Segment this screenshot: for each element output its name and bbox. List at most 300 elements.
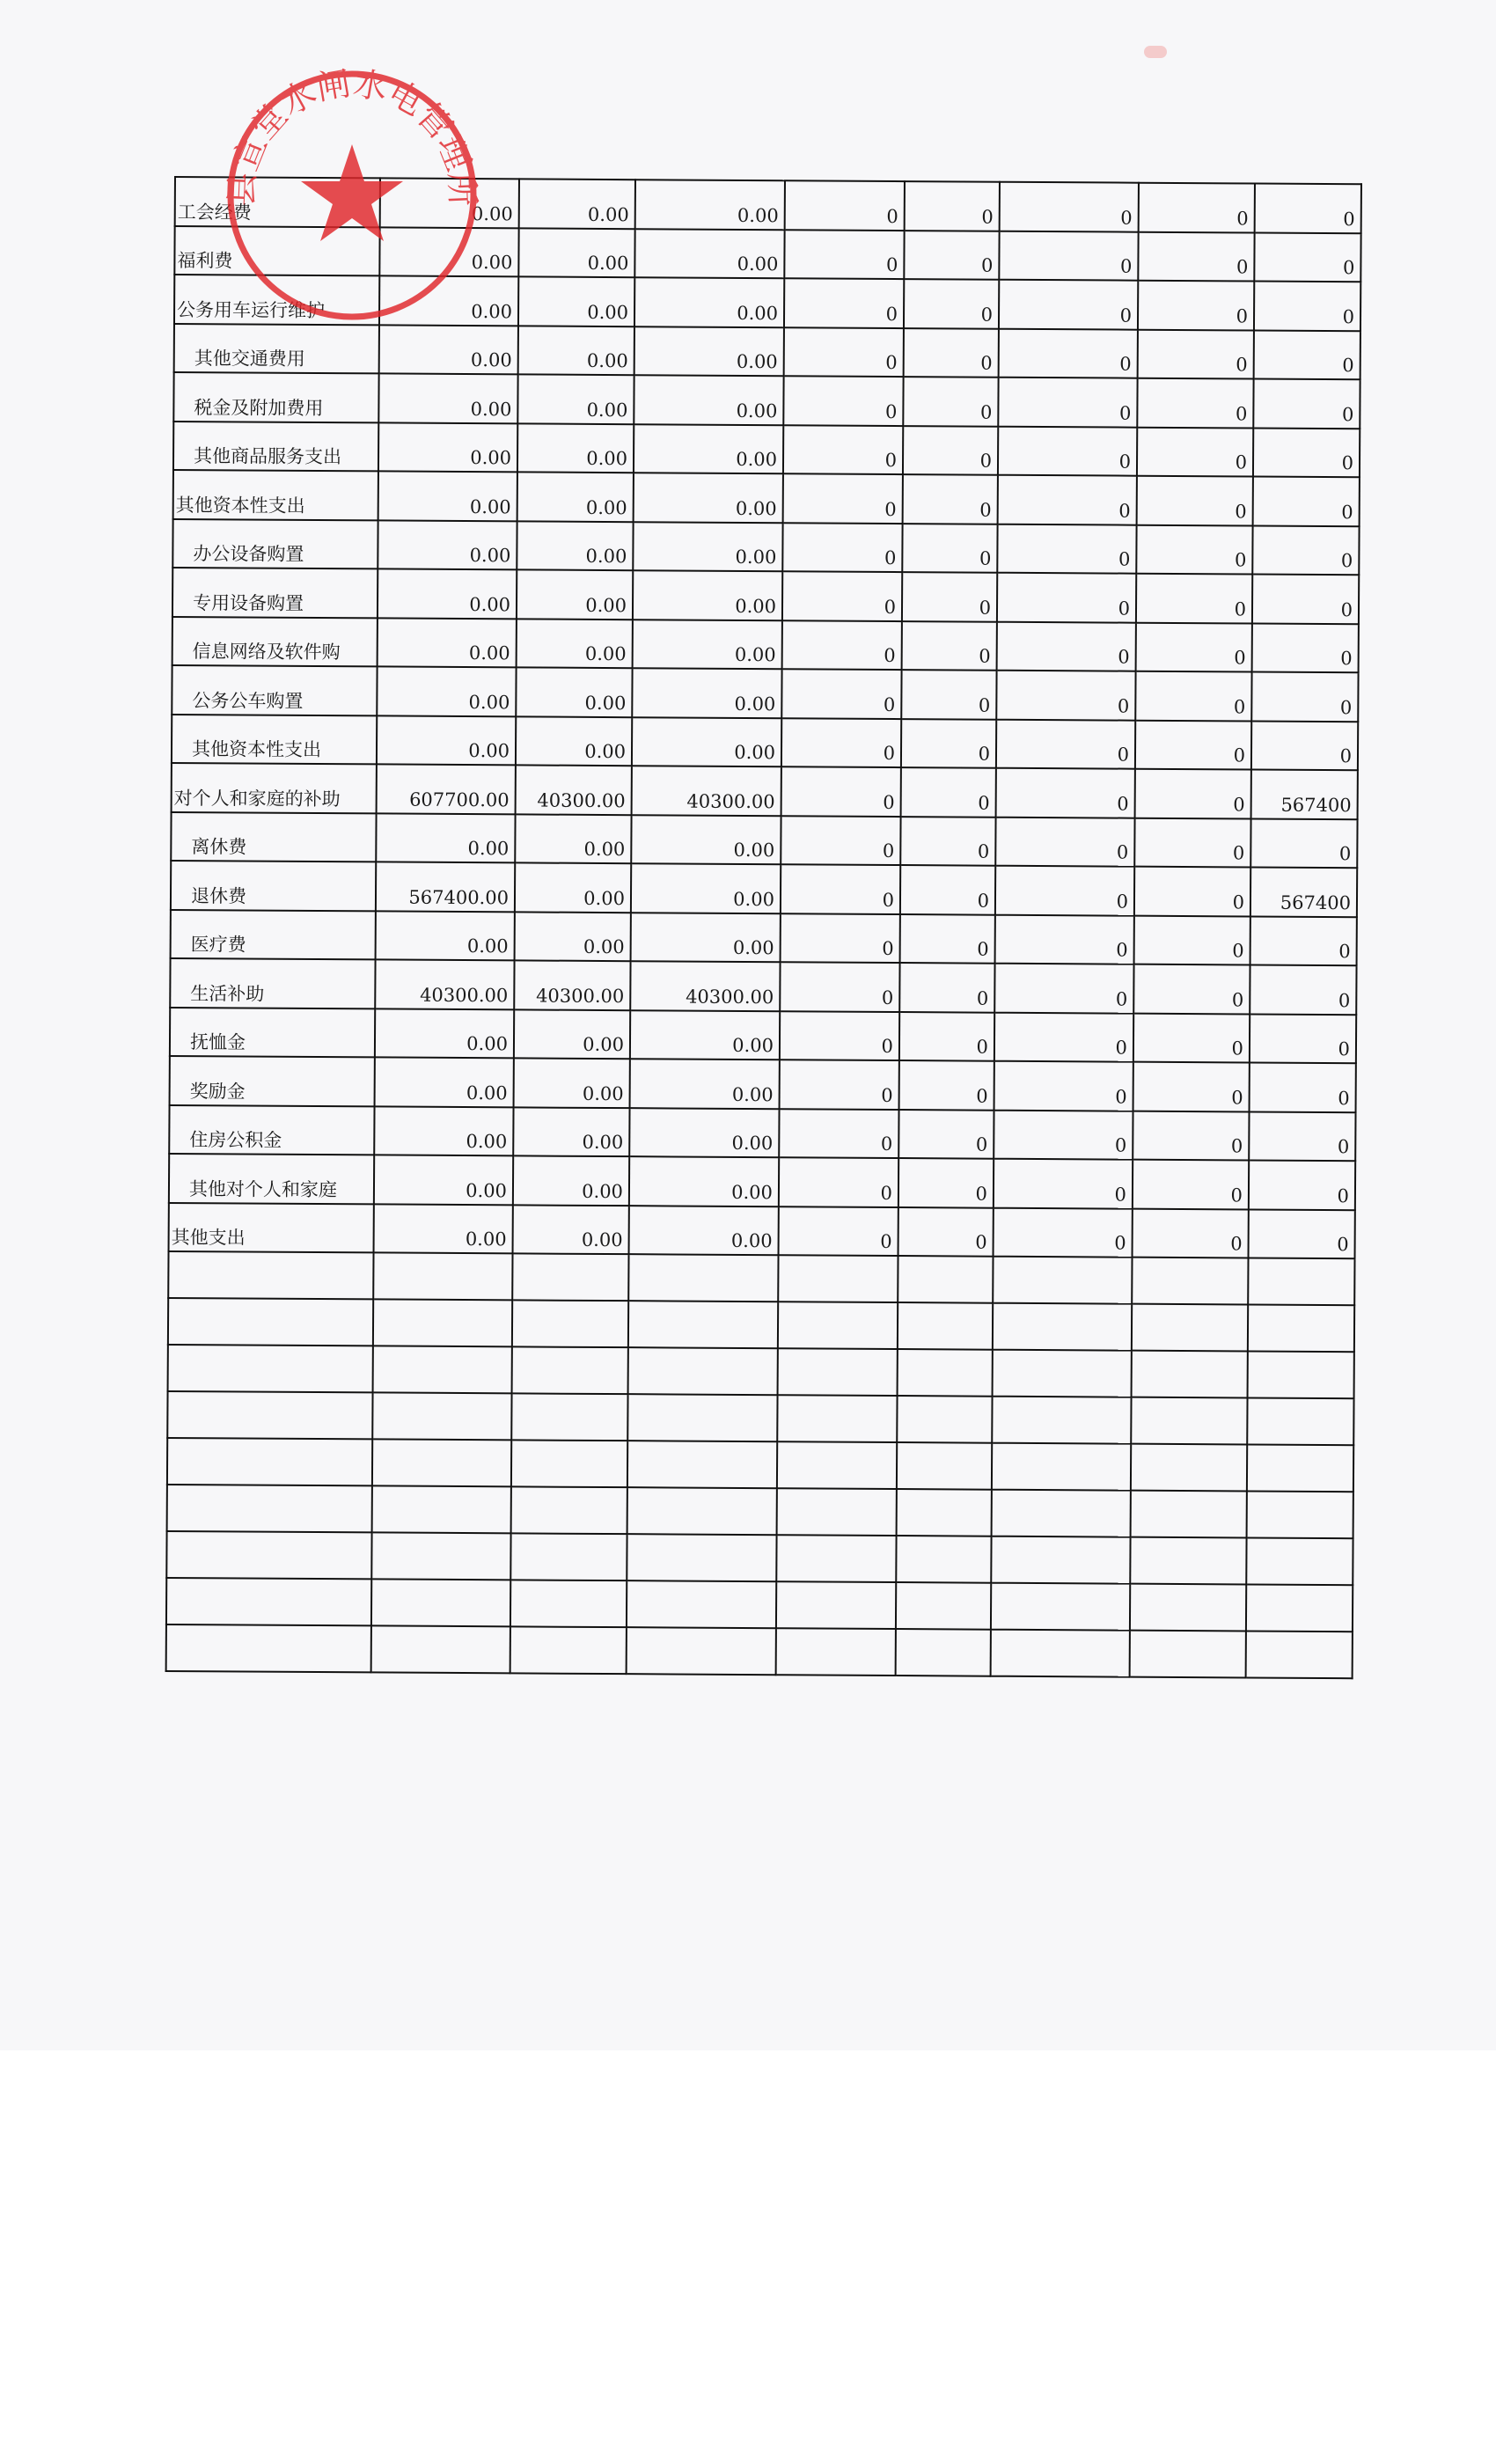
value-cell: 0.00 [516,716,632,766]
value-cell: 0 [999,231,1138,280]
value-cell: 0.00 [631,863,781,913]
value-cell: 0 [1134,867,1250,916]
value-cell: 0 [998,426,1137,475]
empty-row [168,1251,1354,1305]
empty-cell [1131,1397,1247,1445]
row-label: 公务公车购置 [172,665,377,715]
value-cell: 0 [905,181,1000,231]
value-cell: 0 [1137,476,1253,525]
value-cell: 0 [1139,183,1255,232]
value-cell: 0 [781,669,901,718]
value-cell: 0 [898,1207,994,1257]
empty-cell [512,1300,628,1347]
value-cell: 0 [1252,525,1359,575]
row-label: 抚恤金 [170,1007,375,1057]
value-cell: 0 [1134,818,1250,867]
value-cell: 0 [1136,622,1252,671]
value-cell: 0 [904,231,999,280]
value-cell: 0 [1134,915,1250,964]
row-label: 其他商品服务支出 [173,422,378,472]
value-cell: 0.00 [634,424,783,474]
value-cell: 0 [994,1207,1133,1257]
empty-cell [373,1252,512,1300]
value-cell: 40300.00 [632,766,781,816]
value-cell: 0 [1133,1111,1249,1160]
ink-mark [1144,46,1167,58]
row-label: 工会经费 [175,177,380,227]
empty-cell [897,1442,992,1490]
value-cell: 0.00 [515,814,631,863]
value-cell: 0.00 [517,472,634,521]
table-row [174,275,1360,331]
value-cell: 0.00 [378,373,517,422]
empty-cell [371,1532,510,1580]
value-cell: 0 [1252,623,1359,672]
value-cell: 0.00 [515,912,631,961]
value-cell: 0 [996,768,1135,818]
value-cell: 0 [1137,427,1253,476]
empty-cell [373,1346,512,1393]
value-cell: 0.00 [514,1009,630,1059]
value-cell: 0 [900,914,995,964]
value-cell: 0 [901,767,996,817]
value-cell: 0 [995,914,1134,964]
empty-cell [372,1392,511,1440]
value-cell: 0 [995,866,1134,915]
value-cell: 0 [1250,1062,1356,1111]
value-cell: 0 [781,718,901,767]
empty-cell [167,1391,372,1439]
value-cell: 0 [1135,720,1251,769]
value-cell: 567400 [1251,769,1358,818]
value-cell: 0 [1136,524,1252,574]
value-cell: 0 [903,377,998,426]
empty-cell [898,1256,993,1303]
value-cell: 0.00 [630,1010,780,1060]
value-cell: 0.00 [378,568,517,618]
empty-cell [1130,1631,1246,1678]
value-cell: 0 [994,1159,1133,1208]
value-cell: 0 [1253,378,1360,428]
value-cell: 0 [1133,964,1250,1014]
value-cell: 0 [1138,329,1254,378]
value-cell: 0.00 [634,326,784,377]
value-cell: 0.00 [378,618,517,667]
value-cell: 0 [779,1206,898,1256]
value-cell: 0 [899,1012,994,1061]
value-cell: 0.00 [378,471,517,520]
value-cell: 0 [1250,818,1357,868]
empty-cell [896,1536,991,1583]
value-cell: 0.00 [513,1107,629,1156]
value-cell: 0 [997,621,1136,671]
row-label: 福利费 [174,226,379,276]
value-cell: 0.00 [375,1057,514,1106]
value-cell: 0 [904,279,999,328]
value-cell: 0.00 [517,521,633,570]
table-row [172,665,1358,722]
empty-cell [510,1626,627,1674]
value-cell: 0.00 [380,178,519,227]
value-cell: 0 [1253,428,1360,477]
value-cell: 0 [781,913,900,963]
empty-cell [896,1629,991,1676]
value-cell: 0 [779,1157,898,1206]
empty-cell [776,1628,896,1676]
row-label: 对个人和家庭的补助 [172,763,377,813]
empty-row [166,1578,1353,1632]
value-cell: 40300.00 [375,959,514,1008]
value-cell: 0.00 [513,1205,629,1254]
value-cell: 0 [1251,671,1358,721]
value-cell: 0.00 [374,1155,513,1204]
value-cell: 0.00 [378,520,517,569]
value-cell: 0.00 [633,522,782,572]
empty-cell [510,1580,627,1627]
value-cell: 0 [902,621,997,671]
empty-cell [992,1397,1131,1444]
value-cell: 0 [781,766,901,816]
value-cell: 0 [994,1061,1133,1111]
value-cell: 0 [1252,574,1359,623]
value-cell: 0.00 [635,180,785,230]
value-cell: 0 [898,1110,994,1159]
value-cell: 0.00 [631,815,781,865]
value-cell: 0.00 [629,1156,779,1206]
value-cell: 0 [997,524,1136,573]
empty-cell [627,1580,776,1628]
value-cell: 0 [994,1110,1133,1159]
value-cell: 0 [779,1109,898,1158]
value-cell: 0 [782,571,902,620]
value-cell: 0 [1255,184,1361,233]
empty-cell [897,1489,992,1536]
value-cell: 0 [1250,964,1356,1014]
value-cell: 0.00 [517,619,633,668]
empty-cell [512,1346,628,1394]
empty-cell [511,1486,627,1534]
empty-cell [167,1438,372,1485]
table-row [169,1104,1355,1161]
table-row [172,518,1359,575]
value-cell: 0 [1249,1209,1355,1258]
seal-text: 县宣堂水闸水电管理所 [222,63,482,208]
table-row [174,226,1360,282]
empty-cell [1246,1537,1353,1585]
value-cell: 0.00 [632,668,781,718]
value-cell: 40300.00 [630,961,780,1011]
value-cell: 0 [780,1011,899,1060]
empty-cell [1130,1537,1246,1585]
value-cell: 0.00 [630,1059,780,1109]
value-cell: 0.00 [517,423,634,473]
value-cell: 0.00 [376,813,515,862]
empty-cell [1248,1304,1354,1352]
empty-cell [371,1625,510,1673]
value-cell: 0 [1254,232,1360,282]
value-cell: 0 [785,180,905,230]
row-label: 其他交通费用 [174,324,379,374]
value-cell: 0 [1133,1013,1250,1062]
empty-cell [627,1534,776,1581]
value-cell: 0 [1138,281,1254,330]
value-cell: 0 [781,864,900,913]
empty-row [167,1438,1353,1492]
value-cell: 0.00 [634,473,783,523]
value-cell: 0 [1138,231,1254,281]
value-cell: 0 [783,473,903,523]
table-row [172,616,1359,672]
value-cell: 0.00 [374,1106,513,1155]
row-label: 办公设备购置 [172,518,378,568]
value-cell: 0 [1254,281,1360,330]
value-cell: 0 [1254,330,1360,379]
value-cell: 0 [898,1158,994,1207]
value-cell: 567400 [1250,867,1357,916]
value-cell: 0 [1137,378,1253,428]
row-label: 税金及附加费用 [173,372,378,422]
value-cell: 0.00 [379,325,518,374]
value-cell: 0 [782,620,902,670]
table-row [169,1154,1355,1210]
value-cell: 0 [903,426,998,475]
value-cell: 0.00 [513,1155,629,1205]
value-cell: 0 [994,1012,1133,1061]
value-cell: 567400.00 [376,862,515,911]
empty-cell [992,1443,1131,1491]
empty-cell [166,1624,371,1672]
empty-cell [1132,1304,1248,1352]
table-row [173,372,1360,429]
table-row [172,568,1359,624]
empty-cell [898,1302,993,1350]
value-cell: 0 [994,964,1133,1013]
value-cell: 0.00 [519,179,635,228]
value-cell: 0 [998,475,1137,524]
empty-cell [166,1578,371,1625]
row-label: 其他支出 [169,1202,374,1252]
value-cell: 0 [899,1060,994,1110]
row-label: 公务用车运行维护 [174,275,379,325]
value-cell: 0 [780,1060,899,1109]
value-cell: 0 [1249,1111,1355,1161]
value-cell: 0 [999,280,1138,329]
value-cell: 0 [902,572,997,621]
empty-cell [1247,1444,1353,1492]
value-cell: 0 [781,816,900,865]
value-cell: 0 [996,719,1135,768]
empty-cell [372,1439,511,1486]
empty-cell [991,1536,1130,1584]
empty-cell [510,1533,627,1580]
value-cell: 0.00 [514,1058,630,1107]
empty-cell [628,1347,778,1395]
empty-row [168,1298,1354,1352]
empty-cell [1131,1444,1247,1492]
value-cell: 0 [1135,769,1251,818]
value-cell: 0.00 [518,228,634,277]
empty-cell [1248,1258,1354,1305]
empty-cell [993,1257,1132,1304]
value-cell: 0 [1251,721,1358,770]
value-cell: 0.00 [634,277,784,327]
empty-cell [1130,1584,1246,1632]
empty-cell [1247,1491,1353,1538]
value-cell: 0 [902,524,997,573]
empty-cell [1246,1631,1353,1678]
table-row [172,714,1358,770]
value-cell: 40300.00 [514,960,630,1009]
empty-cell [1131,1491,1247,1538]
value-cell: 0 [1136,574,1252,623]
empty-cell [992,1490,1131,1537]
empty-cell [168,1298,373,1346]
empty-cell [778,1302,898,1349]
empty-cell [627,1441,777,1488]
row-label: 生活补助 [170,958,375,1008]
value-cell: 0.00 [518,326,634,375]
empty-cell [993,1350,1132,1397]
value-cell: 0 [900,865,995,914]
table-row [171,861,1357,917]
value-cell: 0.00 [518,276,634,326]
value-cell: 0 [1249,1160,1355,1209]
value-cell: 0 [1000,182,1139,231]
value-cell: 0.00 [374,1204,513,1253]
value-cell: 0 [1250,1014,1356,1063]
empty-cell [168,1345,373,1392]
row-label: 信息网络及软件购 [172,616,378,666]
empty-row [167,1485,1353,1538]
value-cell: 0 [900,817,995,866]
empty-row [166,1531,1353,1585]
empty-cell [898,1349,993,1397]
empty-cell [1248,1351,1354,1398]
value-cell: 0.00 [631,913,781,963]
empty-row [166,1624,1353,1678]
table-row [170,1056,1356,1112]
value-cell: 0.00 [633,570,782,620]
value-cell: 0 [783,376,903,425]
value-cell: 0.00 [629,1108,779,1158]
empty-cell [166,1531,371,1579]
table-row [175,177,1361,233]
empty-cell [778,1255,898,1302]
empty-cell [776,1581,896,1629]
value-cell: 0 [1133,1160,1249,1209]
empty-cell [511,1440,627,1487]
row-label: 退休费 [171,861,376,911]
empty-cell [993,1303,1132,1351]
value-cell: 607700.00 [377,764,516,813]
row-label: 其他资本性支出 [172,714,377,764]
empty-cell [627,1627,776,1675]
value-cell: 0 [784,230,904,279]
table-row [172,763,1358,819]
value-cell: 0 [997,573,1136,622]
empty-cell [991,1630,1130,1677]
table-row [174,324,1360,380]
value-cell: 0.00 [517,374,634,423]
empty-cell [777,1488,897,1536]
value-cell: 0.00 [379,275,518,325]
empty-cell [628,1301,778,1348]
value-cell: 0 [999,328,1138,378]
value-cell: 0 [1253,476,1360,525]
value-cell: 0 [901,670,996,719]
row-label: 奖励金 [170,1056,375,1106]
value-cell: 0 [901,719,996,768]
table-row [169,1202,1355,1258]
empty-cell [1247,1397,1353,1445]
value-cell: 0 [1133,1062,1250,1111]
value-cell: 0.00 [516,667,632,716]
value-cell: 0 [904,328,999,378]
empty-cell [1132,1351,1248,1398]
empty-cell [991,1583,1130,1631]
empty-cell [776,1535,896,1582]
empty-cell [897,1396,992,1443]
empty-cell [167,1485,372,1532]
value-cell: 0.00 [633,620,782,670]
value-cell: 0.00 [377,715,516,765]
value-cell: 0.00 [634,229,784,279]
row-label: 住房公积金 [169,1104,374,1155]
row-label: 医疗费 [171,909,376,959]
row-label: 离休费 [171,811,376,862]
budget-table [165,176,1362,1679]
value-cell: 0.00 [379,227,518,276]
empty-cell [778,1348,898,1396]
value-cell: 0 [899,963,994,1012]
empty-cell [896,1582,991,1630]
value-cell: 0 [998,378,1137,427]
value-cell: 0.00 [517,569,633,619]
value-cell: 0 [903,474,998,524]
empty-cell [372,1485,511,1533]
value-cell: 40300.00 [516,765,632,814]
value-cell: 0.00 [634,375,783,425]
empty-row [168,1345,1354,1398]
value-cell: 0.00 [377,666,516,715]
empty-cell [1246,1584,1353,1632]
value-cell: 0.00 [378,422,517,472]
value-cell: 0 [1135,671,1251,721]
row-label: 其他资本性支出 [173,470,378,520]
empty-cell [371,1579,510,1626]
empty-row [167,1391,1353,1445]
empty-cell [777,1441,897,1489]
table-row [170,958,1356,1015]
value-cell: 0 [1250,916,1357,965]
empty-cell [373,1299,512,1346]
value-cell: 0 [996,671,1135,720]
value-cell: 0.00 [515,862,631,912]
table-row [171,811,1357,868]
table-row [171,909,1357,965]
row-label: 专用设备购置 [172,568,378,618]
empty-cell [511,1393,627,1441]
empty-cell [512,1253,628,1301]
empty-cell [627,1487,777,1535]
value-cell: 0.00 [375,1008,514,1058]
value-cell: 0 [782,523,902,572]
value-cell: 0 [995,817,1134,866]
table-row [173,470,1360,526]
value-cell: 0 [784,327,904,377]
empty-cell [628,1254,778,1302]
value-cell: 0.00 [376,911,515,960]
